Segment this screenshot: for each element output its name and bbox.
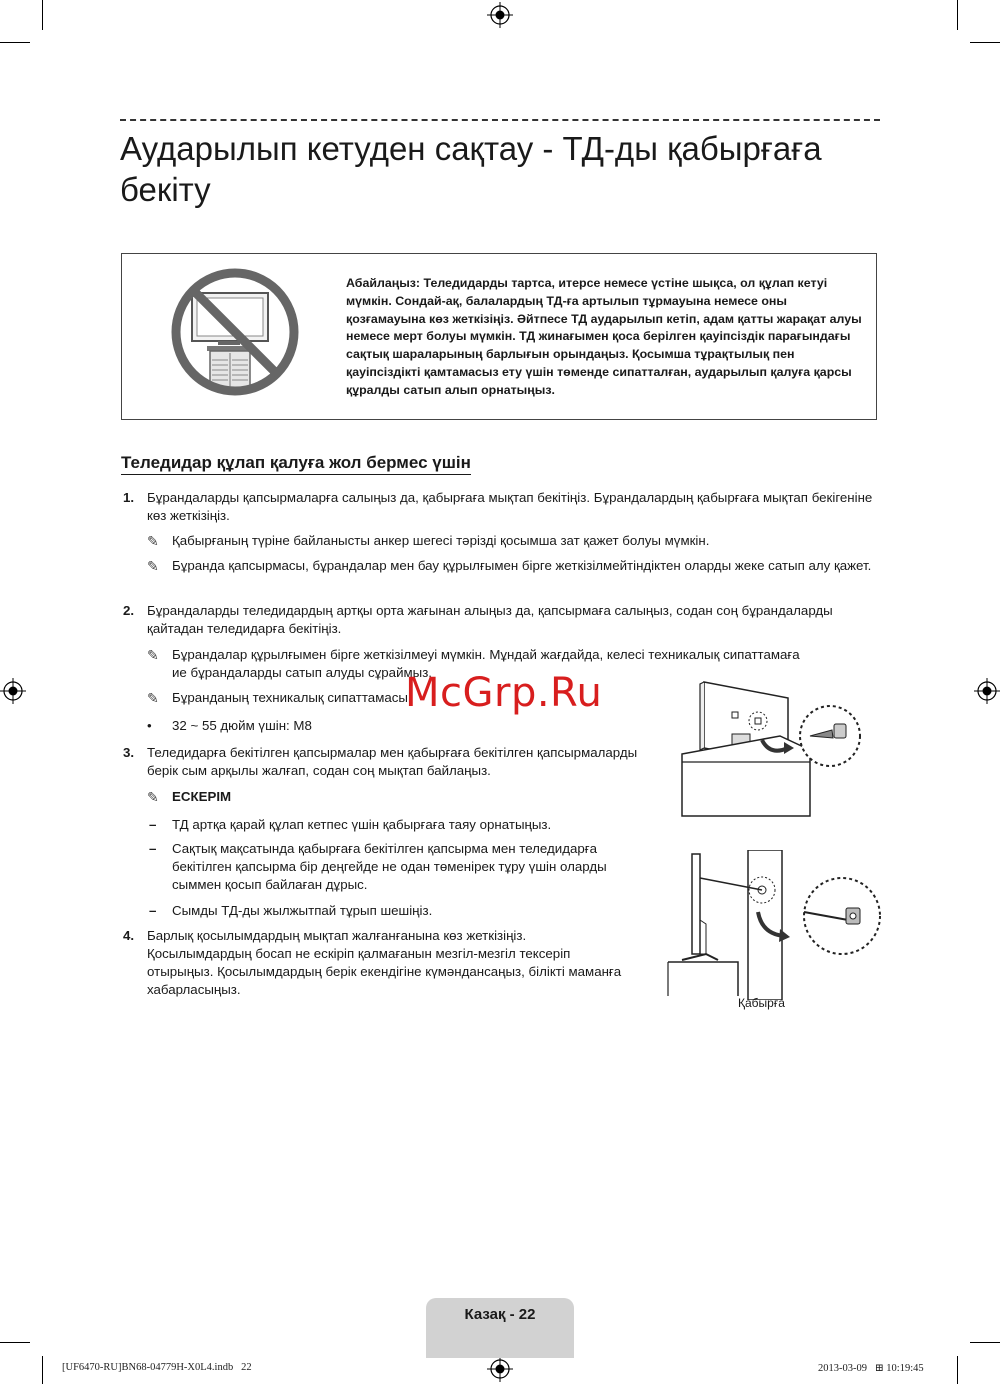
dash-item: [147, 816, 647, 834]
step-text: Теледидарға бекітілген қапсырмалар мен қабырғаға бекітілген қапсырмаларды берік сым арқылы жалғап, содан соң мықтап байлаңыз.: [147, 745, 638, 778]
registration-mark-icon: [487, 1356, 513, 1382]
step-text: Бұрандаларды теледидардың артқы орта жағынан алыңыз да, қапсырмаға салыңыз, содан соң бұрандаларды қайтадан теледидарға бекітіңіз.: [147, 603, 833, 636]
pencil-note-icon: ✎: [147, 789, 159, 805]
step-3: [121, 744, 641, 780]
pencil-note-icon: ✎: [147, 533, 159, 549]
note: [147, 557, 887, 575]
note-text: Бұрандалар құрылғымен бірге жеткізілмеуі мүмкін. Мұндай жағдайда, келесі техникалық сипаттамаға ие бұрандаларды сатып алуды сұраймыз.: [172, 647, 800, 680]
dash-marker: –: [149, 817, 157, 832]
dash-marker: –: [149, 841, 157, 856]
step-number: 3.: [123, 745, 135, 760]
step-number: 2.: [123, 603, 135, 618]
crop-mark: [970, 42, 1000, 43]
watermark: McGrp.Ru: [405, 670, 603, 716]
dash-text: Сымды ТД-ды жылжытпай тұрып шешіңіз.: [172, 903, 433, 918]
pencil-note-icon: ✎: [147, 690, 159, 706]
dash-item: [147, 840, 647, 894]
note-text: Бұранданың техникалық сипаттамасы: [172, 690, 408, 705]
section-subheading: Теледидар құлап қалуға жол бермес үшін: [121, 453, 471, 475]
tv-bracket-figure: [670, 676, 870, 826]
note-text: Бұранда қапсырмасы, бұрандалар мен бау құрылғымен бірге жеткізілмейтіндіктен оларды жеке сатып алу қажет.: [172, 558, 872, 573]
pencil-note-icon: ✎: [147, 647, 159, 663]
crop-mark: [0, 1342, 30, 1343]
bullet-icon: •: [147, 718, 152, 733]
step-text: Барлық қосылымдардың мықтап жалғанғанына көз жеткізіңіз. Қосылымдардың босап не ескіріп қалмағанын мезгіл-мезгіл тексеріп отырыңыз. Қосылымдардың берік екендігіне күмәндансаңыз, білікті маманға хабарласыңыз.: [147, 928, 622, 997]
page-title: Аударылып кетуден сақтау - ТД-ды қабырғаға бекіту: [120, 130, 822, 208]
step-4: [121, 927, 631, 999]
crop-mark: [42, 1356, 43, 1384]
step-1: [121, 489, 891, 525]
step-text: Бұрандаларды қапсырмаларға салыңыз да, қабырғаға мықтап бекітіңіз. Бұрандалардың қабырғаға мықтап бекігеніне көз жеткізіңіз.: [147, 490, 873, 523]
dash-text: Сақтық мақсатында қабырғаға бекітілген қапсырма мен теледидарға бекітілген қапсырма бір деңгейде не одан төменірек тұру үшін оларды сыммен қосып байлаған дұрыс.: [172, 841, 607, 892]
step-number: 4.: [123, 928, 135, 943]
step-number: 1.: [123, 490, 135, 505]
dash-text: ТД артқа қарай құлап кетпес үшін қабырғаға таяу орнатыңыз.: [172, 817, 552, 832]
print-datetime: 2013-03-09 ⊞ 10:19:45: [818, 1363, 924, 1374]
crop-mark: [42, 0, 43, 30]
note-heading-text: ЕСКЕРІМ: [172, 789, 232, 804]
registration-mark-icon: [0, 678, 26, 704]
print-file-info: [UF6470-RU]BN68-04779H-X0L4.indb 22: [62, 1362, 252, 1373]
pencil-note-icon: ✎: [147, 558, 159, 574]
crop-mark: [0, 42, 30, 43]
dash-marker: –: [149, 903, 157, 918]
page-number: Казақ - 22: [464, 1306, 536, 1323]
spec-bullet: [147, 717, 627, 735]
crop-mark: [957, 0, 958, 30]
wall-wire-figure: [662, 850, 882, 1000]
crop-mark: [957, 1356, 958, 1384]
title-divider: [120, 119, 880, 121]
step-2: [121, 602, 891, 638]
note-heading: [147, 788, 447, 806]
warning-text: Абайлаңыз: Теледидарды тартса, итерсе немесе үстіне шықса, ол құлап кетуі мүмкін. Сондай-ақ, балалардың ТД-ға артылып тұрмауына немесе оны қозғамауына көз жеткізіңіз. Әйтпесе ТД аударылып кетіп, адам қатты жарақат алуы немесе мерт болуы мүмкін. ТД жинағымен қоса берілген қауіпсіздік парағындағы сақтық шараларының барлығын орындаңыз. Қосымша тұрақтылық пен қауіпсіздікті қамтамасыз ету үшін төменде сипатталған, аударылып қалуға қарсы құралды сатып алып орнатыңыз.: [346, 276, 862, 397]
crop-mark: [970, 1342, 1000, 1343]
note-text: Қабырғаның түріне байланысты анкер шегесі тәрізді қосымша зат қажет болуы мүмкін.: [172, 533, 710, 548]
registration-mark-icon: [974, 678, 1000, 704]
dash-item: [147, 902, 647, 920]
registration-mark-icon: [487, 2, 513, 28]
note: [147, 532, 887, 550]
bullet-text: 32 ~ 55 дюйм үшін: М8: [172, 718, 312, 733]
figure-caption: Қабырға: [738, 996, 785, 1010]
no-tv-on-furniture-icon: [160, 265, 310, 405]
